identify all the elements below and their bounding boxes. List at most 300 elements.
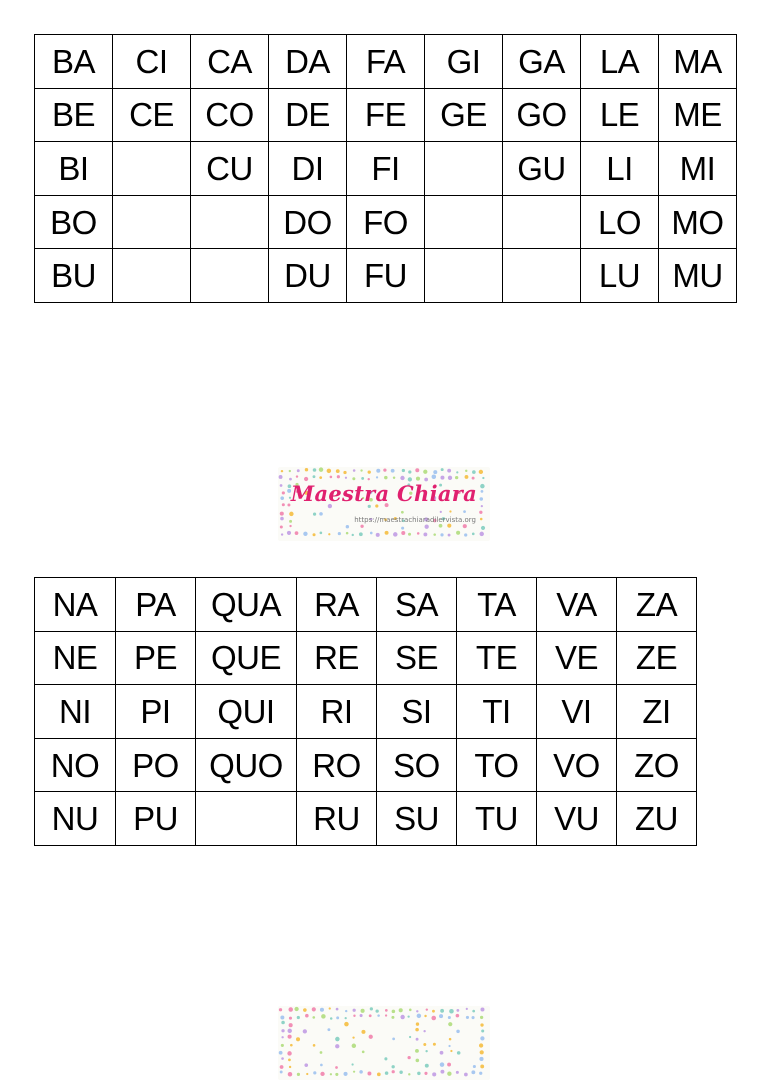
confetti-dot xyxy=(401,511,404,514)
table-cell: TE xyxy=(457,631,537,685)
table-row xyxy=(35,738,697,792)
table-cell: DI xyxy=(269,142,347,196)
confetti-dot xyxy=(367,1072,371,1076)
confetti-dot xyxy=(280,512,284,516)
table-row xyxy=(35,631,697,685)
confetti-dot xyxy=(417,1014,421,1018)
confetti-dot xyxy=(352,1036,354,1038)
table-cell: QUI xyxy=(196,685,297,739)
confetti-dot xyxy=(288,1035,292,1039)
confetti-dot xyxy=(287,531,291,535)
table-cell: LO xyxy=(581,195,659,249)
confetti-dot xyxy=(290,1044,293,1047)
confetti-dot xyxy=(482,477,484,479)
confetti-dot xyxy=(479,1072,482,1075)
confetti-dot xyxy=(464,1073,468,1077)
confetti-dot xyxy=(304,1063,308,1067)
confetti-dot xyxy=(360,469,362,471)
table-cell: TO xyxy=(457,738,537,792)
table-cell: PU xyxy=(116,792,196,846)
confetti-dot xyxy=(297,469,300,472)
table-cell: SI xyxy=(377,685,457,739)
confetti-dot xyxy=(289,1017,292,1020)
confetti-dot xyxy=(417,1072,420,1075)
table-cell: CU xyxy=(191,142,269,196)
confetti-dot xyxy=(455,476,458,479)
table-cell: NU xyxy=(35,792,116,846)
confetti-dot xyxy=(424,1015,426,1017)
confetti-dot xyxy=(346,525,349,528)
confetti-dot xyxy=(440,533,443,536)
confetti-dot xyxy=(431,1016,436,1021)
confetti-dot xyxy=(392,1070,395,1073)
confetti-dot xyxy=(440,1009,444,1013)
table-cell: SU xyxy=(377,792,457,846)
confetti-dot xyxy=(415,468,419,472)
table-row xyxy=(35,35,737,89)
confetti-dot xyxy=(466,1016,469,1019)
confetti-dot xyxy=(391,469,395,473)
confetti-dot xyxy=(320,532,323,535)
confetti-dot xyxy=(279,1008,282,1011)
table-cell: TI xyxy=(457,685,537,739)
confetti-dot xyxy=(402,469,405,472)
confetti-dot xyxy=(289,525,291,527)
logo-url: https://maestrachiaradilervista.org xyxy=(354,516,476,524)
confetti-dot xyxy=(361,1009,365,1013)
table-cell: RU xyxy=(297,792,377,846)
confetti-dot xyxy=(400,1015,404,1019)
table-cell: RE xyxy=(297,631,377,685)
confetti-dot xyxy=(289,520,292,523)
confetti-dot xyxy=(335,1073,338,1076)
confetti-dot xyxy=(329,1007,331,1009)
confetti-dot xyxy=(456,1030,459,1033)
confetti-dot xyxy=(432,1010,435,1013)
confetti-dot xyxy=(463,524,467,528)
confetti-dot xyxy=(479,1043,483,1047)
table-row xyxy=(35,249,737,303)
confetti-dot xyxy=(346,532,349,535)
confetti-dot xyxy=(409,1036,411,1038)
confetti-dot xyxy=(457,1051,461,1055)
confetti-dot xyxy=(330,1073,332,1075)
confetti-dot xyxy=(337,475,340,478)
table-cell: GE xyxy=(425,88,503,142)
confetti-dot xyxy=(336,1008,339,1011)
table-cell: ZU xyxy=(617,792,697,846)
confetti-dot xyxy=(481,526,485,530)
confetti-dot xyxy=(464,533,467,536)
confetti-dot xyxy=(353,1015,355,1017)
table-cell: CI xyxy=(113,35,191,89)
logo-title: Maestra Chiara xyxy=(290,481,478,506)
confetti-dot xyxy=(353,1071,355,1073)
confetti-dot xyxy=(447,1063,451,1067)
confetti-dot xyxy=(400,476,404,480)
syllable-table-1 xyxy=(34,34,737,303)
confetti-dot xyxy=(344,1072,348,1076)
confetti-dot xyxy=(280,1016,284,1020)
maestra-chiara-logo xyxy=(278,467,490,541)
confetti-dot xyxy=(448,534,451,537)
table-cell: PO xyxy=(116,738,196,792)
confetti-dot xyxy=(440,1070,444,1074)
table-cell xyxy=(113,142,191,196)
table-cell: SA xyxy=(377,578,457,632)
confetti-dot xyxy=(465,475,469,479)
confetti-dot xyxy=(479,1057,483,1061)
confetti-dot xyxy=(385,1009,388,1012)
table-cell: PE xyxy=(116,631,196,685)
confetti-dot xyxy=(320,1064,323,1067)
confetti-dot xyxy=(433,470,437,474)
confetti-dot xyxy=(423,1043,426,1046)
table-cell xyxy=(425,195,503,249)
confetti-dot xyxy=(305,468,308,471)
confetti-dot xyxy=(447,524,451,528)
confetti-dot xyxy=(313,1071,316,1074)
confetti-dot xyxy=(449,1038,452,1041)
confetti-dot xyxy=(312,1007,316,1011)
confetti-dot xyxy=(383,469,386,472)
confetti-dot xyxy=(344,1022,349,1027)
table-cell: FE xyxy=(347,88,425,142)
confetti-dot xyxy=(327,1028,330,1031)
confetti-dot xyxy=(288,1072,293,1077)
confetti-dot xyxy=(330,476,333,479)
table-cell: FO xyxy=(347,195,425,249)
confetti-dot xyxy=(319,476,322,479)
table-cell: GU xyxy=(503,142,581,196)
confetti-dot xyxy=(416,1022,419,1025)
confetti-dot xyxy=(287,1051,291,1055)
confetti-dot xyxy=(423,470,427,474)
confetti-dot xyxy=(294,1007,298,1011)
confetti-dot xyxy=(360,525,363,528)
confetti-dot xyxy=(336,1016,339,1019)
table-cell xyxy=(113,195,191,249)
table-row xyxy=(35,88,737,142)
confetti-dot xyxy=(447,1072,451,1076)
syllable-table-2 xyxy=(34,577,697,846)
confetti-dot xyxy=(338,532,341,535)
confetti-dot xyxy=(289,512,293,516)
confetti-dot xyxy=(313,1044,316,1047)
confetti-dot xyxy=(409,1009,412,1012)
confetti-dot xyxy=(368,478,370,480)
table-cell: GI xyxy=(425,35,503,89)
table-cell: BA xyxy=(35,35,113,89)
confetti-dot xyxy=(352,1044,356,1048)
table-cell: TA xyxy=(457,578,537,632)
confetti-dot xyxy=(416,1038,419,1041)
table-cell: NE xyxy=(35,631,116,685)
table-cell: LE xyxy=(581,88,659,142)
confetti-dot xyxy=(313,533,316,536)
confetti-dot xyxy=(280,1071,283,1074)
confetti-dot xyxy=(480,1036,484,1040)
confetti-dot xyxy=(303,532,307,536)
confetti-dot xyxy=(384,1057,387,1060)
table-cell: LA xyxy=(581,35,659,89)
confetti-dot xyxy=(280,517,284,521)
confetti-dot xyxy=(480,518,483,521)
confetti-dot xyxy=(336,469,340,473)
confetti-dot xyxy=(391,1016,394,1019)
confetti-dot xyxy=(480,1065,484,1069)
table-cell: BO xyxy=(35,195,113,249)
confetti-dot xyxy=(369,1014,372,1017)
table-cell: NO xyxy=(35,738,116,792)
table-cell: QUA xyxy=(196,578,297,632)
confetti-dot xyxy=(423,532,427,536)
confetti-dot xyxy=(456,531,460,535)
confetti-dot xyxy=(280,1065,284,1069)
confetti-dot xyxy=(456,1009,459,1012)
confetti-dot xyxy=(440,511,442,513)
confetti-dot xyxy=(466,1008,468,1010)
confetti-dot xyxy=(480,1016,483,1019)
table-row xyxy=(35,685,697,739)
confetti-dot xyxy=(370,1007,373,1010)
table-row xyxy=(35,578,697,632)
table-cell: GA xyxy=(503,35,581,89)
confetti-dot xyxy=(432,1072,436,1076)
confetti-dot xyxy=(296,1037,300,1041)
table-cell: VE xyxy=(537,631,617,685)
table-cell: FU xyxy=(347,249,425,303)
table-cell: QUO xyxy=(196,738,297,792)
table-cell: VI xyxy=(537,685,617,739)
confetti-dot xyxy=(384,476,387,479)
confetti-dot xyxy=(433,1043,436,1046)
confetti-dot xyxy=(280,525,283,528)
confetti-dot xyxy=(392,1065,395,1068)
confetti-dot xyxy=(481,1029,484,1032)
confetti-dot xyxy=(407,1016,409,1018)
confetti-dot xyxy=(440,476,444,480)
confetti-dot xyxy=(392,1037,395,1040)
confetti-dot xyxy=(305,1014,309,1018)
confetti-dot xyxy=(313,475,316,478)
confetti-dot xyxy=(303,1029,307,1033)
confetti-dot xyxy=(425,1064,429,1068)
confetti-dot xyxy=(281,1036,283,1038)
confetti-dot xyxy=(351,1063,353,1065)
table-cell: RI xyxy=(297,685,377,739)
confetti-dot xyxy=(297,1073,300,1076)
table-cell: ZE xyxy=(617,631,697,685)
confetti-dot xyxy=(465,470,467,472)
confetti-dot xyxy=(288,1029,292,1033)
confetti-dot xyxy=(471,1070,475,1074)
confetti-dot xyxy=(417,532,420,535)
confetti-dot xyxy=(472,470,476,474)
confetti-dot xyxy=(377,1073,381,1077)
table-cell: LU xyxy=(581,249,659,303)
confetti-dot xyxy=(432,474,437,479)
confetti-dot xyxy=(472,1010,475,1013)
confetti-dot xyxy=(408,470,411,473)
confetti-dot xyxy=(440,1051,444,1055)
confetti-dot xyxy=(321,1014,326,1019)
confetti-dot xyxy=(433,533,436,536)
table-cell: TU xyxy=(457,792,537,846)
confetti-dot xyxy=(376,469,380,473)
confetti-dot xyxy=(297,1016,300,1019)
confetti-dot xyxy=(399,1071,402,1074)
confetti-dot xyxy=(335,1037,340,1042)
table-cell: PI xyxy=(116,685,196,739)
confetti-dot xyxy=(376,1010,379,1013)
table-cell: CA xyxy=(191,35,269,89)
confetti-dot xyxy=(415,1028,419,1032)
confetti-dot xyxy=(345,1010,347,1012)
confetti-dot xyxy=(408,533,411,536)
table-cell: VU xyxy=(537,792,617,846)
table-cell: ZI xyxy=(617,685,697,739)
confetti-dot xyxy=(448,1016,451,1019)
table-cell: ZO xyxy=(617,738,697,792)
confetti-dot xyxy=(343,471,346,474)
confetti-dot xyxy=(447,469,451,473)
confetti-dot xyxy=(313,468,317,472)
table-cell: CE xyxy=(113,88,191,142)
confetti-dot xyxy=(361,477,364,480)
confetti-dot xyxy=(281,470,283,472)
confetti-dot xyxy=(440,1062,445,1067)
table-cell: FI xyxy=(347,142,425,196)
confetti-dot xyxy=(448,476,452,480)
confetti-dot xyxy=(472,533,475,536)
table-cell: MO xyxy=(659,195,737,249)
confetti-dot xyxy=(303,1008,307,1012)
table-cell: BE xyxy=(35,88,113,142)
table-cell: LI xyxy=(581,142,659,196)
table-cell: NI xyxy=(35,685,116,739)
confetti-dot xyxy=(360,1014,363,1017)
table-cell: DO xyxy=(269,195,347,249)
confetti-dot xyxy=(439,1014,443,1018)
confetti-dot xyxy=(289,1066,291,1068)
table-cell: RO xyxy=(297,738,377,792)
confetti-dot xyxy=(448,1045,450,1047)
table-cell xyxy=(191,195,269,249)
confetti-dot xyxy=(473,1065,476,1068)
confetti-dot xyxy=(472,1016,475,1019)
confetti-dot xyxy=(385,1014,387,1016)
table-cell: SE xyxy=(377,631,457,685)
confetti-dot xyxy=(328,533,330,535)
confetti-dot xyxy=(319,512,323,516)
table-row xyxy=(35,792,697,846)
confetti-dot xyxy=(370,532,373,535)
confetti-dot xyxy=(281,1057,284,1060)
confetti-dot xyxy=(479,532,483,536)
confetti-dot xyxy=(401,527,404,530)
table-cell: ME xyxy=(659,88,737,142)
confetti-dot xyxy=(281,1029,284,1032)
confetti-dot xyxy=(441,468,444,471)
confetti-dot xyxy=(448,1022,452,1026)
confetti-dot xyxy=(480,1007,484,1011)
confetti-dot xyxy=(361,1030,365,1034)
table-cell: RA xyxy=(297,578,377,632)
table-cell: SO xyxy=(377,738,457,792)
confetti-dot xyxy=(306,1073,308,1075)
confetti-dot xyxy=(320,1008,324,1012)
confetti-dot xyxy=(359,1070,363,1074)
table-cell xyxy=(503,249,581,303)
confetti-dot xyxy=(393,532,398,537)
confetti-dot xyxy=(345,477,347,479)
table-cell xyxy=(196,792,297,846)
table-cell xyxy=(425,142,503,196)
confetti-dot xyxy=(401,531,405,535)
confetti-dot xyxy=(456,471,458,473)
confetti-dot xyxy=(279,1051,283,1055)
table-cell xyxy=(425,249,503,303)
table-row xyxy=(35,142,737,196)
confetti-dot xyxy=(288,1058,291,1061)
confetti-dot xyxy=(353,469,356,472)
confetti-dot xyxy=(472,477,475,480)
confetti-dot xyxy=(449,1009,454,1014)
table-cell: QUE xyxy=(196,631,297,685)
table-cell: MU xyxy=(659,249,737,303)
confetti-dot xyxy=(449,510,451,512)
table-cell: FA xyxy=(347,35,425,89)
confetti-dot xyxy=(368,470,371,473)
confetti-dot xyxy=(425,525,429,529)
confetti-dot xyxy=(369,1035,373,1039)
confetti-dot xyxy=(415,1049,419,1053)
table-cell: DA xyxy=(269,35,347,89)
confetti-dot xyxy=(352,534,354,536)
table-cell: MI xyxy=(659,142,737,196)
confetti-dot xyxy=(330,1017,333,1020)
table-cell xyxy=(191,249,269,303)
confetti-dot xyxy=(439,524,443,528)
confetti-dot xyxy=(345,1017,347,1019)
confetti-dot xyxy=(450,1050,452,1052)
confetti-dot xyxy=(456,1071,459,1074)
confetti-dot xyxy=(463,510,466,513)
table-cell: CO xyxy=(191,88,269,142)
confetti-dot xyxy=(385,1071,389,1075)
confetti-dot xyxy=(479,511,482,514)
confetti-dot xyxy=(279,475,283,479)
confetti-dot xyxy=(399,1008,403,1012)
confetti-dot xyxy=(480,1050,484,1054)
confetti-dot xyxy=(281,1044,284,1047)
table-cell: DU xyxy=(269,249,347,303)
confetti-dot xyxy=(423,1030,425,1032)
table-cell: GO xyxy=(503,88,581,142)
maestra-chiara-logo-partial xyxy=(278,1006,490,1080)
confetti-dot xyxy=(377,1014,380,1017)
table-cell: VO xyxy=(537,738,617,792)
confetti-dot xyxy=(376,476,378,478)
confetti-dot xyxy=(416,1010,418,1012)
table-cell: ZA xyxy=(617,578,697,632)
confetti-dot xyxy=(424,1072,427,1075)
table-cell: DE xyxy=(269,88,347,142)
confetti-dot xyxy=(352,477,355,480)
confetti-dot xyxy=(319,467,323,471)
confetti-dot xyxy=(408,1073,410,1075)
